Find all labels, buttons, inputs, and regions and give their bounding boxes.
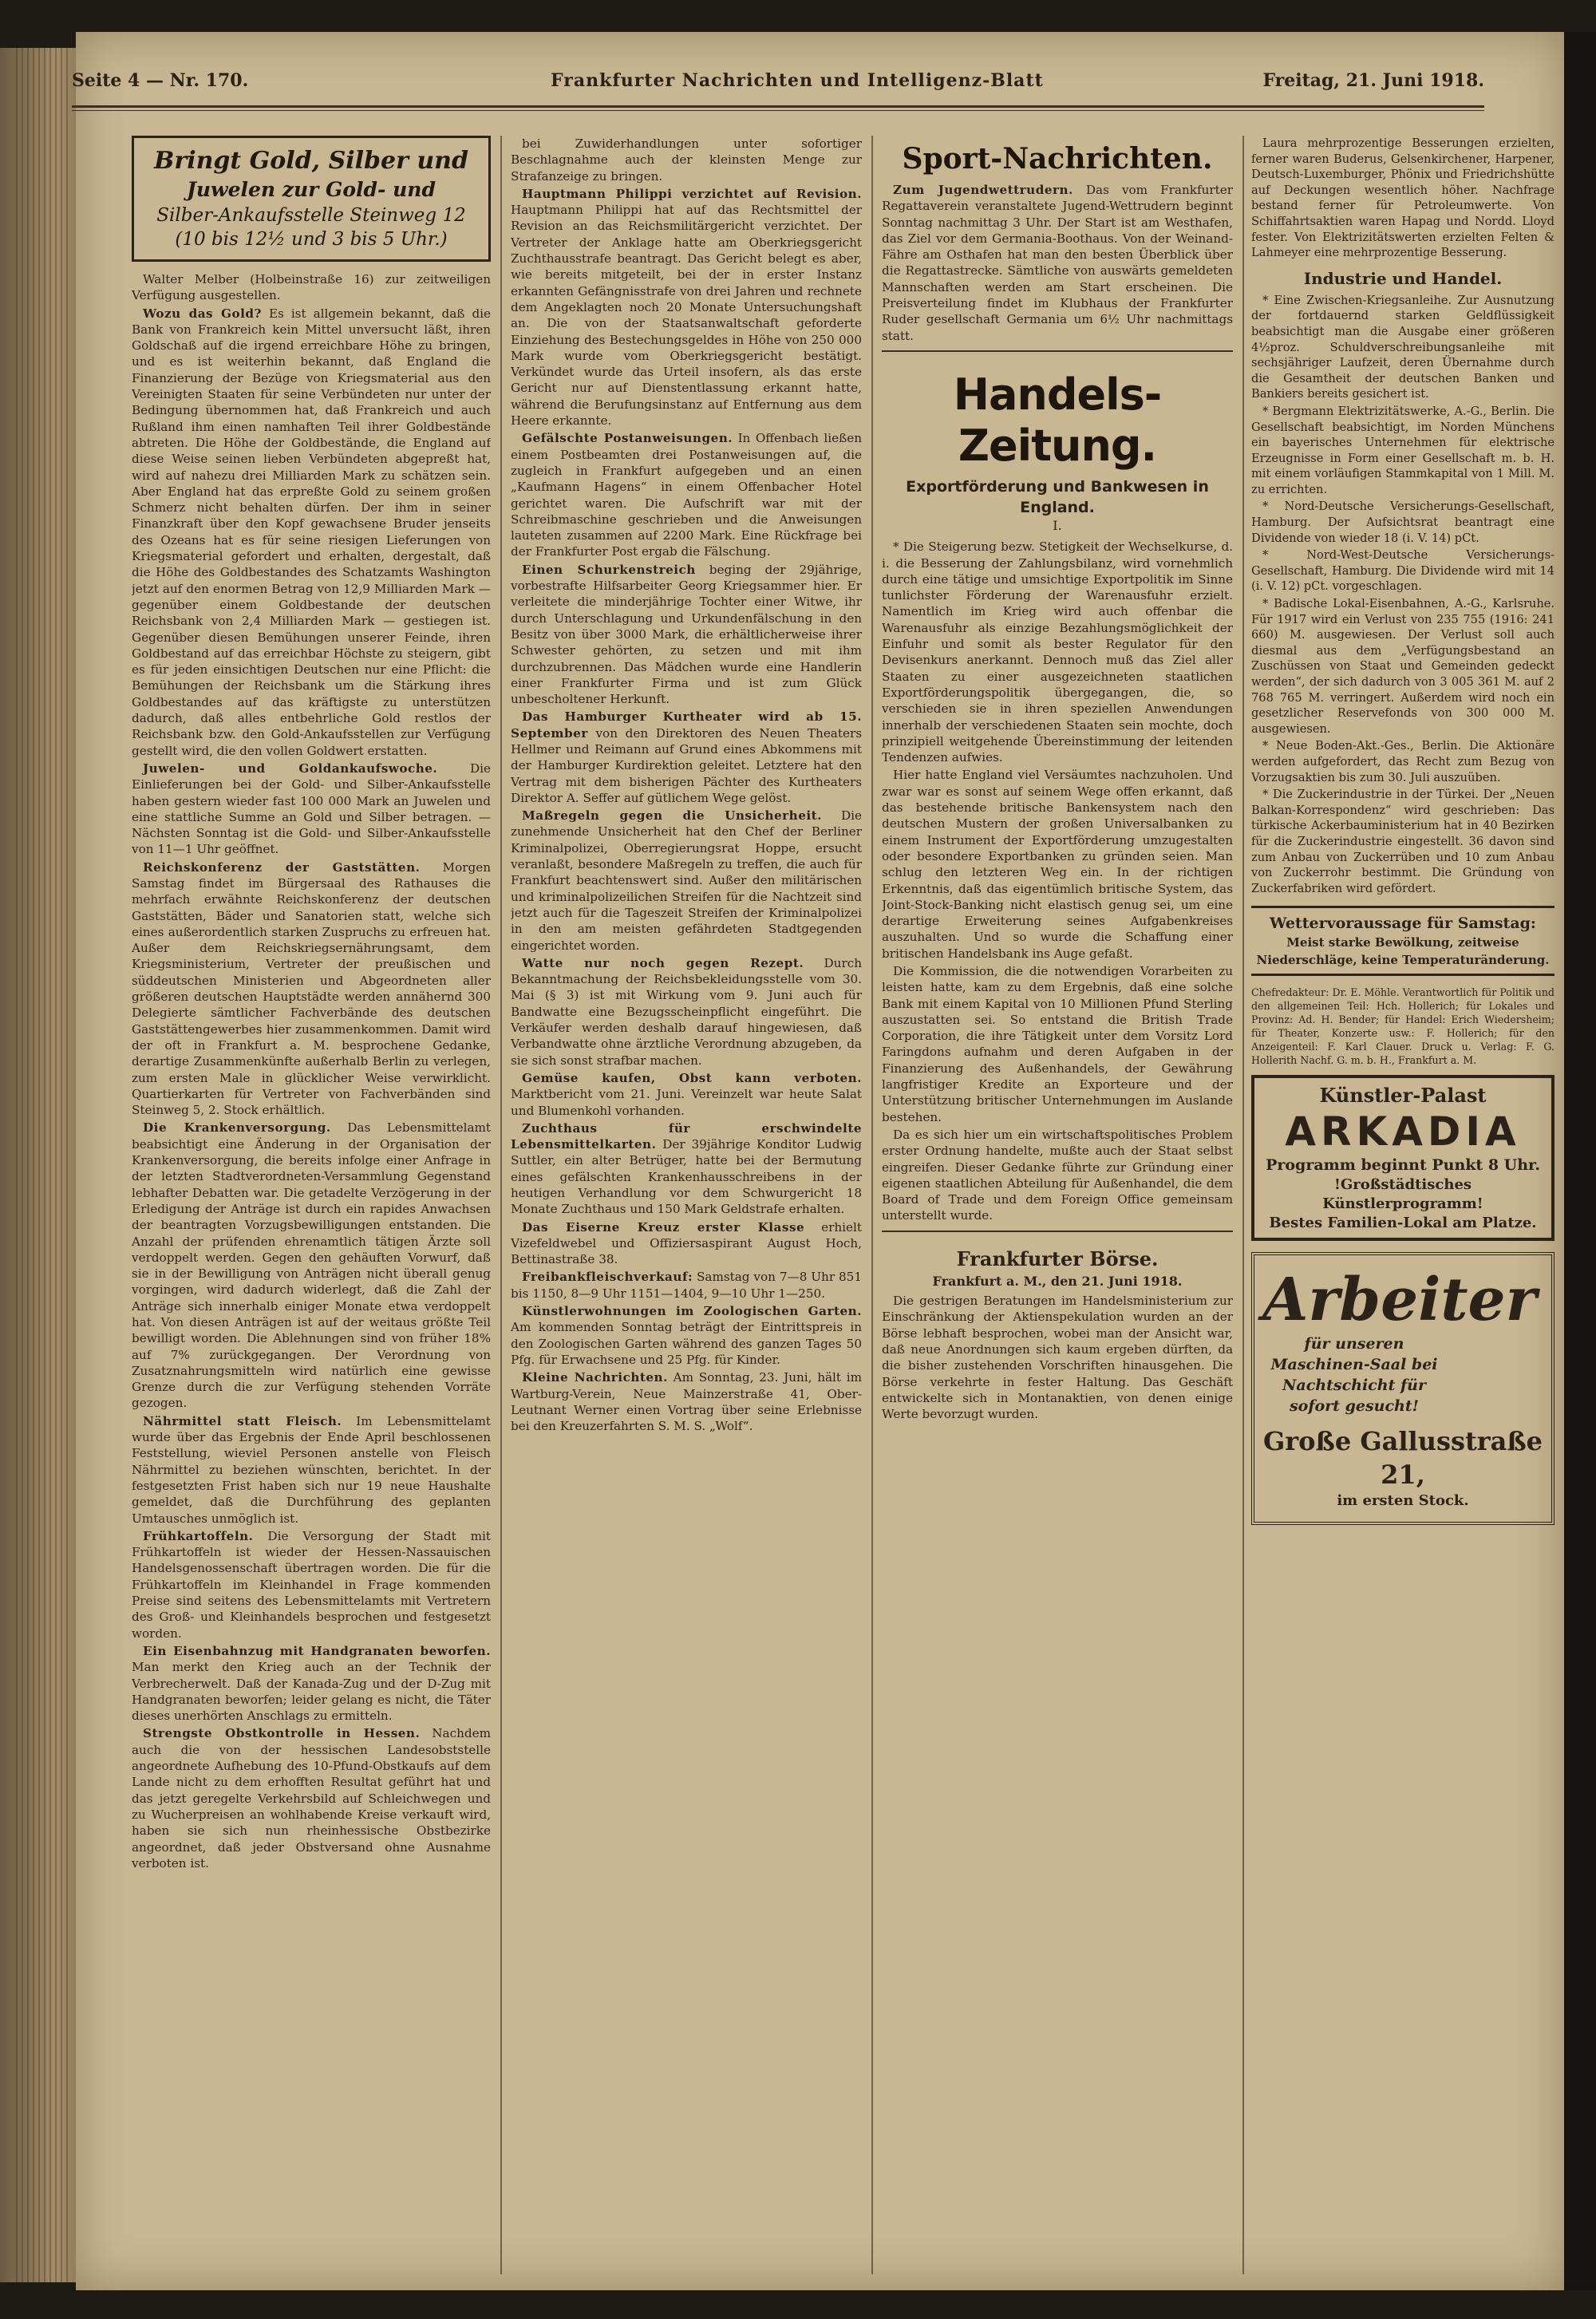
column-3 (882, 136, 1233, 2274)
issue-date: Freitag, 21. Juni 1918. (1262, 70, 1484, 91)
article-paragraph (511, 709, 862, 806)
column-4 (1251, 136, 1555, 2274)
article-text: Die zunehmende Unsicherheit hat den Chef der Berliner Kriminalpolizei, Oberregierungsrat Hoppe, ersucht veranlaßt, besondere Maßregeln zu treffen, die auch für Frankfurt beachtenswert sind. Außer den militärischen und kriminalpolizeilichen Streifen für die Nachtzeit sind jetzt auch für die Tageszeit Streifen der Kriminalpolizei in den am meisten gefährdeten Stadtgegenden eingerichtet worden. (511, 808, 862, 953)
article-text: beging der 29jährige, vorbestrafte Hilfsarbeiter Georg Kriegsammer hier. Er verleitete die minderjährige Tochter einer Witwe, ihr durch Unterschlagung und Urkundenfälschung in den Besitz von über 3000 Mark, die erhältlicherweise ihrer Schwester gehörten, zu setzen und mit ihm durchzubrennen. Das Mädchen wurde eine Handlerin einer Frankfurter Firma und ist zum Glück unbescholtener Herkunft. (511, 562, 862, 707)
article-paragraph: Die gestrigen Beratungen im Handelsministerium zur Einschränkung der Aktienspekulation wurden an der Börse lebhaft besprochen, wobei man der Ansicht war, daß neue Anordnungen sich kaum ergeben dürften, da die bisher zustehenden Vorschriften hinausgehen. Die Börse verkehrte in fester Haltung. Das Geschäft entwickelte sich in Montanaktien, von denen einige Werte bevorzugt wurden. (882, 1294, 1233, 1422)
header-rule-thin (72, 110, 1484, 111)
column-2 (511, 136, 862, 2274)
arbeiter-headline: Arbeiter (1262, 1266, 1537, 1335)
article-text: Man merkt den Krieg auch an der Technik der Verbrecherwelt. Daß der Kanada-Zug und der D-Zug mit Handgranaten beworfen; leider gelang es nicht, die Täter dieses unerhörten Anschlags zu ermitteln. (132, 1660, 491, 1724)
weather-title: Wettervoraussage für Samstag: (1270, 915, 1536, 933)
article-paragraph (132, 859, 491, 1119)
article-text: Durch Bekanntmachung der Reichsbekleidungsstelle vom 30. Mai (§ 3) ist mit Wirkung vom 9. Juni auch für Bandwatte eine Bezugsscheinpflicht eingeführt. Die Verkäufer werden deshalb darauf hingewiesen, daß Verbandwatte ohne ärztliche Verordnung abzugeben, da sie sich sonst strafbar machen. (511, 955, 862, 1068)
arbeiter-floor: im ersten Stock. (1337, 1492, 1469, 1510)
arkadia-artists: !Großstädtisches Künstlerprogramm! (1322, 1176, 1483, 1213)
article-paragraph (132, 1725, 491, 1871)
article-lead: Die Krankenversorgung. (143, 1120, 331, 1136)
article-lead: Zum Jugendwettrudern. (893, 183, 1073, 197)
article-lead: Das Hamburger Kurtheater wird ab 15. September (511, 709, 862, 741)
article-paragraph (132, 1528, 491, 1641)
article-paragraph: * Nord-Deutsche Versicherungs-Gesellschaft, Hamburg. Der Aufsichtsrat beantragt eine Dividende von wieder 18 (i. V. 14) pCt. (1251, 500, 1555, 545)
article-text: Die Einlieferungen bei der Gold- und Silber-Ankaufsstelle haben gestern wieder fast 100 000 Mark an Juwelen und eine stattliche Summe an Gold und Silber betragen. — Nächsten Sonntag ist die Gold- und Silber-Ankaufsstelle von 11—1 Uhr geöffnet. (132, 760, 491, 857)
arkadia-program: Programm beginnt Punkt 8 Uhr. (1266, 1156, 1540, 1175)
article-paragraph (511, 1369, 862, 1434)
column-1 (132, 136, 491, 2274)
arbeiter-wanted-ad (1251, 1252, 1555, 1525)
ad-line-4: (10 bis 12½ und 3 bis 5 Uhr.) (175, 229, 448, 250)
arbeiter-address: Große Gallusstraße 21, (1262, 1426, 1543, 1491)
article-paragraph (511, 186, 862, 429)
article-text: Am kommenden Sonntag beträgt der Eintrittspreis in den Zoologischen Garten während des ganzen Tages 50 Pfg. für Erwachsene und 25 Pfg. für Kinder. (511, 1320, 862, 1367)
imprint: Chefredakteur: Dr. E. Möhle. Verantwortlich für Politik und den allgemeinen Teil: Hch. Hollerich; für Lokales und Provinz: Ad. H. Bender; für Handel: Erich Wiedersheim; für Theater, Konzerte usw.: F. Hollerich; für den Anzeigenteil: F. Karl Clauer. Druck u. Verlag: F. G. Hollerith Nachf. G. m. b. H., Frankfurt a. M. (1251, 986, 1555, 1067)
arkadia-ad (1251, 1075, 1555, 1241)
article-paragraph (511, 1120, 862, 1218)
article-paragraph (511, 430, 862, 559)
article-text: Hauptmann Philippi hat auf das Rechtsmittel der Revision an das Reichsmilitärgericht verzichtet. Der Vertreter der Anklage hatte am Oberkriegsgericht Zuchthausstrafe beantragt. Das Gericht belegt es aber, wie bereits mitgeteilt, bei der in erster Instanz erkannten Gefängnisstrafe von drei Jahren und rechnete dem Angeklagten noch 20 Monate Untersuchungshaft an. Die von der Staatsanwaltschaft geforderte Einziehung des Bestechungsgeldes in Höhe von 250 000 Mark wurde vom Oberkriegsgericht bestätigt. Verkündet wurde das Urteil insofern, als das erste Gericht nur auf Dienstentlassung erkannt hatte, während die Berufungsinstanz auf Entfernung aus dem Heere erkannte. (511, 203, 862, 429)
article-paragraph (132, 306, 491, 759)
dark-page-edge (1564, 32, 1596, 2290)
arkadia-family: Bestes Familien-Lokal am Platze. (1269, 1215, 1537, 1232)
article-lead: Gemüse kaufen, Obst kann verboten. (522, 1070, 862, 1085)
article-paragraph (511, 1070, 862, 1119)
article-paragraph: Die Kommission, die die notwendigen Vorarbeiten zu leisten hatte, kam zu dem Ergebnis, daß eine solche Bank mit einem Kapital von 10 Millionen Pfund Sterling auszustatten sei. So entstand die British Trade Corporation, die ihre Tätigkeit unter dem Vorsitz Lord Faringdons aufnahm und deren Aufgaben in der Finanzierung des Außenhandels, der Gewährung langfristiger Kredite an Exporteure und der Unterstützung britischer Unternehmungen im Auslande bestehen. (882, 963, 1233, 1124)
article-text: Es ist allgemein bekannt, daß die Bank von Frankreich kein Mittel unversucht läßt, ihren Goldschaß auf die irgend erreichbare Höhe zu bringen, und es ist weiterhin bekannt, daß England die Finanzierung der Bezüge von Kriegsmaterial aus den Vereinigten Staaten für seine Verbündeten nur unter der Bedingung übernommen hat, daß Frankreich und auch Rußland ihm einen namhaften Teil ihrer Goldbestände abtreten. Die Höhe der Goldbestände, die England auf diese Weise seinen lieben Verbündeten abgepreßt hat, wird auf nahezu drei Milliarden Mark zu schätzen sein. Aber England hat das erpreßte Gold zu seinem großen Schmerz nicht behalten dürfen. Der ihm in seiner Finanzkraft über den Kopf gewachsene Bruder jenseits des Ozeans hat es für seine riesigen Lieferungen von Kriegsmaterial gefordert und erhalten, dergestalt, daß die Höhe des Goldbestandes des Schatzamts Washington jetzt auf den enormen Betrag von 12,9 Milliarden Mark — gegenüber einem Goldbestande der deutschen Reichsbank von 2,4 Milliarden Mark — gestiegen ist. Gegenüber diesen Bemühungen unserer Feinde, ihren Goldbestand auf das erreichbar Höchste zu steigern, gibt es für jeden einsichtigen Deutschen nur eine Pflicht: die Bemühungen der Reichsbank um die Stärkung ihres Goldbestandes auf das kräftigste zu unterstützen dadurch, daß alles entbehrliche Gold restlos der Reichsbank bzw. den Gold-Ankaufsstellen zur Verfügung gestellt wird, die den vollen Goldwert erstatten. (132, 306, 491, 758)
boerse-dateline: Frankfurt a. M., den 21. Juni 1918. (932, 1273, 1183, 1289)
article-text: Nachdem auch die von der hessischen Landesobststelle angeordnete Aufhebung des 10-Pfund-Obstkaufs auf dem Lande nicht zu dem erhofften Resultat geführt hat und das jetzt geregelte Verkehrsbild auf Schleichwegen und zu Wucherpreisen an wohlhabende Kreise verkauft wird, haben sie sich nun rheinhessische Obstbezirke angeordnet, daß jeder Obstversand ohne Ausnahme verboten ist. (132, 1726, 491, 1871)
handels-zeitung-title: Handels-Zeitung. (953, 369, 1162, 471)
article-lead: Gefälschte Postanweisungen. (522, 431, 733, 446)
column-divider (1242, 136, 1244, 2274)
article-text: Samstag von 7—8 Uhr 851 bis 1150, 8—9 Uhr 1151—1404, 9—10 Uhr 1—250. (511, 1270, 862, 1301)
article-paragraph (511, 1269, 862, 1302)
article-paragraph: Laura mehrprozentige Besserungen erzielten, ferner waren Buderus, Gelsenkirchener, Harpener, Deutsch-Luxemburger, Phönix und Friedrichshütte auf Deckungen wesentlich höher. Nachfrage bestand ferner für Petroleumwerte. Von Schiffahrtsaktien waren Hapag und Nordd. Lloyd fester. Von Elektrizitätswerten erzielten Felten & Lahmeyer eine mehrprozentige Besserung. (1251, 136, 1555, 260)
column-divider (500, 136, 502, 2274)
arkadia-name: ARKADIA (1285, 1108, 1521, 1156)
article-paragraph: * Die Steigerung bezw. Stetigkeit der Wechselkurse, d. i. die Besserung der Zahlungsbilanz, wird vornehmlich durch eine tätige und umsichtige Exportpolitik im Sinne tunlichster Förderung der Warenausfuhr erzielt. Namentlich im Krieg wird auch offenbar die Warenausfuhr als einzige Bezahlungsmöglichkeit der Einfuhr und somit als bester Regulator für den Devisenkurs anerkannt. Dennoch muß das Ziel aller Staaten zu einer ausgezeichneten staatlichen Exportförderungspolitik übergegangen, die, so verschieden sie in ihren speziellen Anwendungen innerhalb der verschiedenen Staaten sein mochte, doch prinzipiell weitgehende Übereinstimmung der leitenden Tendenzen aufwies. (882, 539, 1233, 765)
article-lead: Künstlerwohnungen im Zoologischen Garten. (522, 1304, 862, 1319)
article-paragraph (132, 1643, 491, 1724)
article-paragraph (882, 182, 1233, 344)
article-text: Morgen Samstag findet im Bürgersaal des Rathauses die mehrfach erwähnte Reichskonferenz der deutschen Gaststätten, Bäder und Sanatorien statt, welche sich eines außerordentlich starken Zuspruchs zu erfreuen hat. Außer dem Reichskriegsernährungsamt, dem Kriegsministerium, Vertreter der preußischen und süddeutschen Ministerien und Abgeordneten aller größeren deutschen Hauptstädte werden annähernd 300 Delegierte sämtlicher Fachverbände des deutschen Gaststättengewerbes hier zusammenkommen. Damit wird der oft in Frankfurt a. M. besprochene Gedanke, derartige Zusammenkünfte außerhalb Berlin zu verlegen, zum ersten Male in glücklicher Weise verwirklicht. Quartierkarten für Vertreter von Fachverbänden sind Steinweg 5, 2. Stock erhältlich. (132, 859, 491, 1118)
section-rule (882, 350, 1233, 352)
article-paragraph (511, 1219, 862, 1268)
article-paragraph: bei Zuwiderhandlungen unter sofortiger Beschlagnahme auch der kleinsten Menge zur Strafanzeige zu bringen. (511, 136, 862, 184)
sport-section-title: Sport-Nachrichten. (902, 142, 1213, 176)
article-text: Der 39jährige Konditor Ludwig Suttler, ein alter Betrüger, hatte bei der Bermutung eines gefälschten Krankenhausschreibens in der heutigen Verhandlung vor dem Schwurgericht 18 Monate Zuchthaus und 150 Mark Geldstrafe erhalten. (511, 1137, 862, 1217)
article-paragraph: Hier hatte England viel Versäumtes nachzuholen. Und zwar war es sonst auf seinem Wege offen erkannt, daß das bestehende britische Bankensystem nach den deutschen Mustern der großen Universalbanken zu einem Instrument der Exportförderung umzugestalten oder besondere Exportbanken zu gründen seien. Man schlug den letzteren Weg ein. In der richtigen Erkenntnis, daß das eigentümlich britische System, das Joint-Stock-Banking nicht elastisch genug sei, um eine derartige Erweiterung seines Aufgabenkreises auszuhalten. Und so wurde die Schaffung einer britischen Handelsbank ins Auge gefaßt. (882, 768, 1233, 961)
article-text: Im Lebensmittelamt wurde über das Ergebnis der Ende April beschlossenen Feststellung, wieviel Personen anstelle von Fleisch Nährmittel zu beziehen wünschten, berichtet. In der festgesetzten Frist haben sich nur 19 neue Haushalte gemeldet, daß die Durchführung des geplanten Umtausches unmöglich ist. (132, 1413, 491, 1526)
article-lead: Juwelen- und Goldankaufswoche. (143, 760, 438, 776)
masthead: Frankfurter Nachrichten und Intelligenz-Blatt (551, 70, 1044, 91)
ad-line-2: Juwelen zur Gold- und (187, 178, 436, 201)
section-rule (882, 1231, 1233, 1232)
article-lead: Reichskonferenz der Gaststätten. (143, 859, 421, 875)
binding-page-edges (16, 48, 72, 2282)
article-text: Das vom Frankfurter Regattaverein veranstaltete Jugend-Wettrudern beginnt Sonntag nachmittag 3 Uhr. Der Start ist am Westhafen, das Ziel vor dem Germania-Boothaus. Von der Weinand-Fähre am Osthafen hat man den besten Überblick über die Regattastrecke. Sämtliche von auswärts gemeldeten Mannschaften werden am Start erscheinen. Die Preisverteilung findet im Klubhaus der Frankfurter Ruder gesellschaft Germania um 6½ Uhr nachmittags statt. (882, 183, 1233, 343)
article-lead: Nährmittel statt Fleisch. (143, 1413, 342, 1428)
arkadia-line-1: Künstler-Palast (1319, 1084, 1487, 1108)
article-paragraph: * Bergmann Elektrizitätswerke, A.-G., Berlin. Die Gesellschaft beabsichtigt, im Norden Münchens ein bayerisches Unternehmen für elektrische Erzeugnisse in Form einer Gesellschaft m. b. H. mit einem vorläufigen Stammkapital von 1 Mill. M. zu errichten. (1251, 404, 1555, 496)
header-rule (72, 105, 1484, 108)
weather-box (1251, 906, 1555, 976)
article-paragraph: * Die Zuckerindustrie in der Türkei. Der „Neuen Balkan-Korrespondenz“ wird geschrieben: Das türkische Ackerbauministerium hat in 40 Bezirken für die Zuckerindustrie eingestellt. 36 davon sind zum Anbau von Zuckerrüben und 10 zum Anbau von Zuckerrohr bestimmt. Die Gründung von Zuckerfabriken wird gefördert. (1251, 788, 1555, 895)
article-lead: Watte nur noch gegen Rezept. (522, 955, 804, 970)
article-lead: Strengste Obstkontrolle in Hessen. (143, 1726, 421, 1741)
article-text: Das Lebensmittelamt beabsichtigt eine Änderung in der Organisation der Krankenversorgung, die bereits infolge einer Anfrage in der letzten Stadtverordneten-Versammlung Gegenstand lebhafter Debatten war. Die getadelte Verzögerung in der Erledigung der Anträge ist durch ein rapides Anwachsen der beantragten Vorzugsbewilligungen entstanden. Die Anzahl der prüfenden ehrenamtlich tätigen Ärzte soll verdoppelt werden. Gegen den gehäuften Vorwurf, daß sie in der Bewilligung von Anträgen nicht überall genug vorgingen, wird dadurch widerlegt, daß die Zahl der Anträge sich innerhalb einiger Monate etwa verdoppelt hat. Von diesen Anträgen ist auf der weitaus größte Teil bewilligt worden. Die Ablehnungen sind von früher 18% auf 7% zurückgegangen. Der Verordnung von Zusatznahrungsmitteln wird natürlich eine gewisse Grenze durch die zur Verfügung stehenden Vorräte gezogen. (132, 1120, 491, 1411)
article-paragraph (511, 955, 862, 1069)
article-paragraph: * Eine Zwischen-Kriegsanleihe. Zur Ausnutzung der fortdauernd starken Geldflüssigkeit beabsichtigt man die Ausgabe einer größeren 4½proz. Schuldverschreibungsanleihe mit sechsjähriger Laufzeit, deren Übernahme durch die Gesamtheit der deutschen Banken und Bankiers bereits gesichert ist. (1251, 293, 1555, 401)
ad-line-3: Silber-Ankaufsstelle Steinweg 12 (156, 205, 466, 226)
article-text: Am Sonntag, 23. Juni, hält im Wartburg-Verein, Neue Mainzerstraße 41, Ober-Leutnant Werner einen Vortrag über seine Erlebnisse bei den Kreuzerfahrten S. M. S. „Wolf“. (511, 1370, 862, 1434)
article-lead: Kleine Nachrichten. (522, 1370, 668, 1385)
page-header (72, 70, 1484, 102)
industrie-handel-title: Industrie und Handel. (1303, 268, 1503, 288)
article-paragraph: * Nord-West-Deutsche Versicherungs-Gesellschaft, Hamburg. Die Dividende wird mit 14 (i. V. 12) pCt. vorgeschlagen. (1251, 548, 1555, 594)
article-lead: Hauptmann Philippi verzichtet auf Revision. (522, 186, 862, 201)
boerse-title: Frankfurter Börse. (956, 1246, 1159, 1270)
article-lead: Zuchthaus für erschwindelte Lebensmittelkarten. (511, 1120, 862, 1152)
article-paragraph: * Neue Boden-Akt.-Ges., Berlin. Die Aktionäre werden aufgefordert, das Recht zum Bezug von Vorzugsaktien bis zum 30. Juli auszuüben. (1251, 739, 1555, 784)
article-paragraph (132, 760, 491, 858)
ad-line-1: Bringt Gold, Silber und (154, 147, 468, 175)
article-lead: Das Eiserne Kreuz erster Klasse (522, 1219, 805, 1235)
handels-zeitung-subtitle: Exportförderung und Bankwesen in England. (906, 477, 1209, 516)
article-text: In Offenbach ließen einem Postbeamten drei Postanweisungen auf, die zugleich in Frankfurt aufgegeben und an einen „Kaufmann Hagens“ in einem Offenbacher Hotel gerichtet waren. Die Aufschrift war mit der Schreibmaschine geschrieben und die Anweisungen lauteten zusammen auf 2200 Mark. Eine Rückfrage bei der Frankfurter Post ergab die Fälschung. (511, 431, 862, 559)
article-paragraph (511, 808, 862, 954)
article-paragraph (132, 1120, 491, 1411)
page-number: Seite 4 — Nr. 170. (72, 70, 249, 91)
part-numeral: I. (1053, 517, 1062, 533)
article-lead: Freibankfleischverkauf: (522, 1270, 693, 1285)
article-text: erhielt Vizefeldwebel und Offiziersaspirant August Hoch, Bettinastraße 38. (511, 1219, 862, 1267)
article-paragraph (511, 562, 862, 708)
article-paragraph (511, 1303, 862, 1368)
article-lead: Wozu das Gold? (143, 306, 262, 321)
gold-ankauf-ad (132, 136, 491, 262)
article-lead: Einen Schurkenstreich (522, 562, 696, 577)
article-paragraph: Da es sich hier um ein wirtschaftspolitisches Problem erster Ordnung handelte, mußte auch der Staat selbst eingreifen. Dieser Gedanke führte zur Gründung einer eigenen staatlichen Abteilung für Außenhandel, die dem Board of Trade und dem Foreign Office gemeinsam unterstellt wurde. (882, 1127, 1233, 1223)
article-paragraph: Walter Melber (Holbeinstraße 16) zur zeitweiligen Verfügung ausgestellen. (132, 272, 491, 303)
article-paragraph: * Badische Lokal-Eisenbahnen, A.-G., Karlsruhe. Für 1917 wird ein Verlust von 235 755 (1916: 241 660) M. ausgewiesen. Der Verlust soll auch diesmal aus dem „Verfügungsbestand an Zuschüssen von Staat und Gemeinden gedeckt werden“, der sich dadurch von 3 005 361 M. auf 2 768 765 M. verringert. Außerdem wird noch ein gesetzlicher Reservefonds von 300 000 M. ausgewiesen. (1251, 597, 1555, 736)
weather-forecast: Meist starke Bewölkung, zeitweise Niederschläge, keine Temperaturänderung. (1256, 935, 1550, 968)
article-paragraph (132, 1413, 491, 1527)
article-text: Die Versorgung der Stadt mit Frühkartoffeln ist wieder der Hessen-Nassauischen Handelsgenossenschaft übertragen worden. Die für die Frühkartoffeln im Kleinhandel in Frage kommenden Preise sind seitens des Lebensmittelamts mit Vertretern des Groß- und Kleinhandels besprochen und festgesetzt worden. (132, 1528, 491, 1641)
article-lead: Frühkartoffeln. (143, 1528, 254, 1543)
article-text: Marktbericht vom 21. Juni. Vereinzelt war heute Salat und Blumenkohl vorhanden. (511, 1087, 862, 1118)
column-divider (871, 136, 873, 2274)
article-lead: Ein Eisenbahnzug mit Handgranaten beworfen. (143, 1643, 491, 1658)
article-text: von den Direktoren des Neuen Theaters Hellmer und Reimann auf Grund eines Abkommens mit der Hamburger Kurdirektion geleitet. Letztere hat den Vertrag mit dem bisherigen Pächter des Kurtheaters Direktor A. Seffer auf gütlichem Wege gelöst. (511, 725, 862, 805)
arbeiter-details: für unseren Maschinen-Saal bei Nachtschicht für sofort gesucht! (1270, 1335, 1438, 1416)
article-lead: Maßregeln gegen die Unsicherheit. (522, 808, 822, 824)
